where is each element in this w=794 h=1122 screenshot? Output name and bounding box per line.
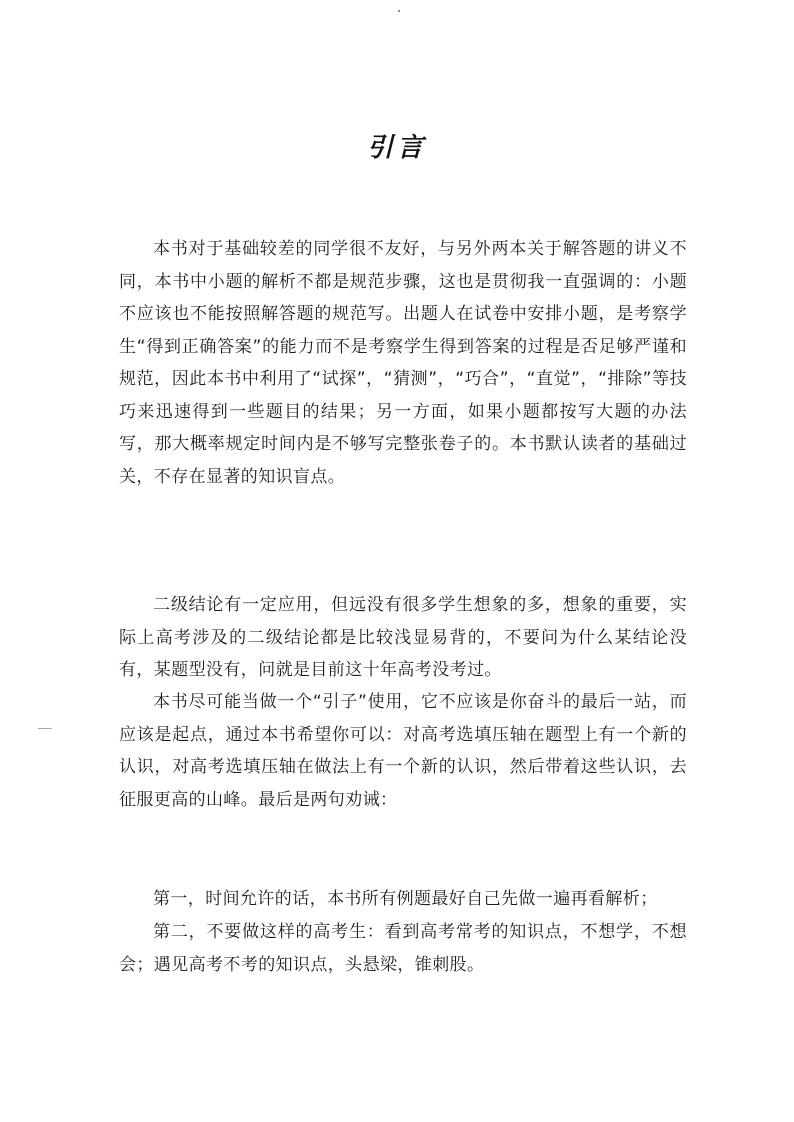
scan-mark: [38, 728, 52, 729]
paragraph-purpose: 本书尽可能当做一个“引子”使用，它不应该是你奋斗的最后一站，而应该是起点，通过本书希望你可以：对高考选填压轴在题型上有一个新的认识，对高考选填压轴在做法上有一个新的认识，然后带着这些认识，去征服更高的山峰。最后是两句劝诫：: [119, 692, 687, 810]
scan-speck: [398, 10, 400, 12]
paragraph-conclusions: 二级结论有一定应用，但远没有很多学生想象的多，想象的重要，实际上高考涉及的二级结论都是比较浅显易背的，不要问为什么某结论没有，某题型没有，问就是目前这十年高考没考过。: [119, 595, 687, 680]
paragraph-advice-second: 第二，不要做这样的高考生：看到高考常考的知识点，不想学，不想会；遇见高考不考的知识点，头悬梁，锥刺股。: [119, 922, 687, 975]
paragraph-intro: 本书对于基础较差的同学很不友好，与另外两本关于解答题的讲义不同，本书中小题的解析不都是规范步骤，这也是贯彻我一直强调的：小题不应该也不能按照解答题的规范写。出题人在试卷中安排小题，是考察学生“得到正确答案”的能力而不是考察学生得到答案的过程是否足够严谨和规范，因此本书中利用了“试探”，“猜测”，“巧合”，“直觉”，“排除”等技巧来迅速得到一些题目的结果；另一方面，如果小题都按写大题的办法写，那大概率规定时间内是不够写完整张卷子的。本书默认读者的基础过关，不存在显著的知识盲点。: [119, 239, 687, 487]
paragraph-advice-first: 第一，时间允许的话，本书所有例题最好自己先做一遍再看解析；: [153, 889, 658, 909]
page-title: 引言: [366, 133, 427, 164]
